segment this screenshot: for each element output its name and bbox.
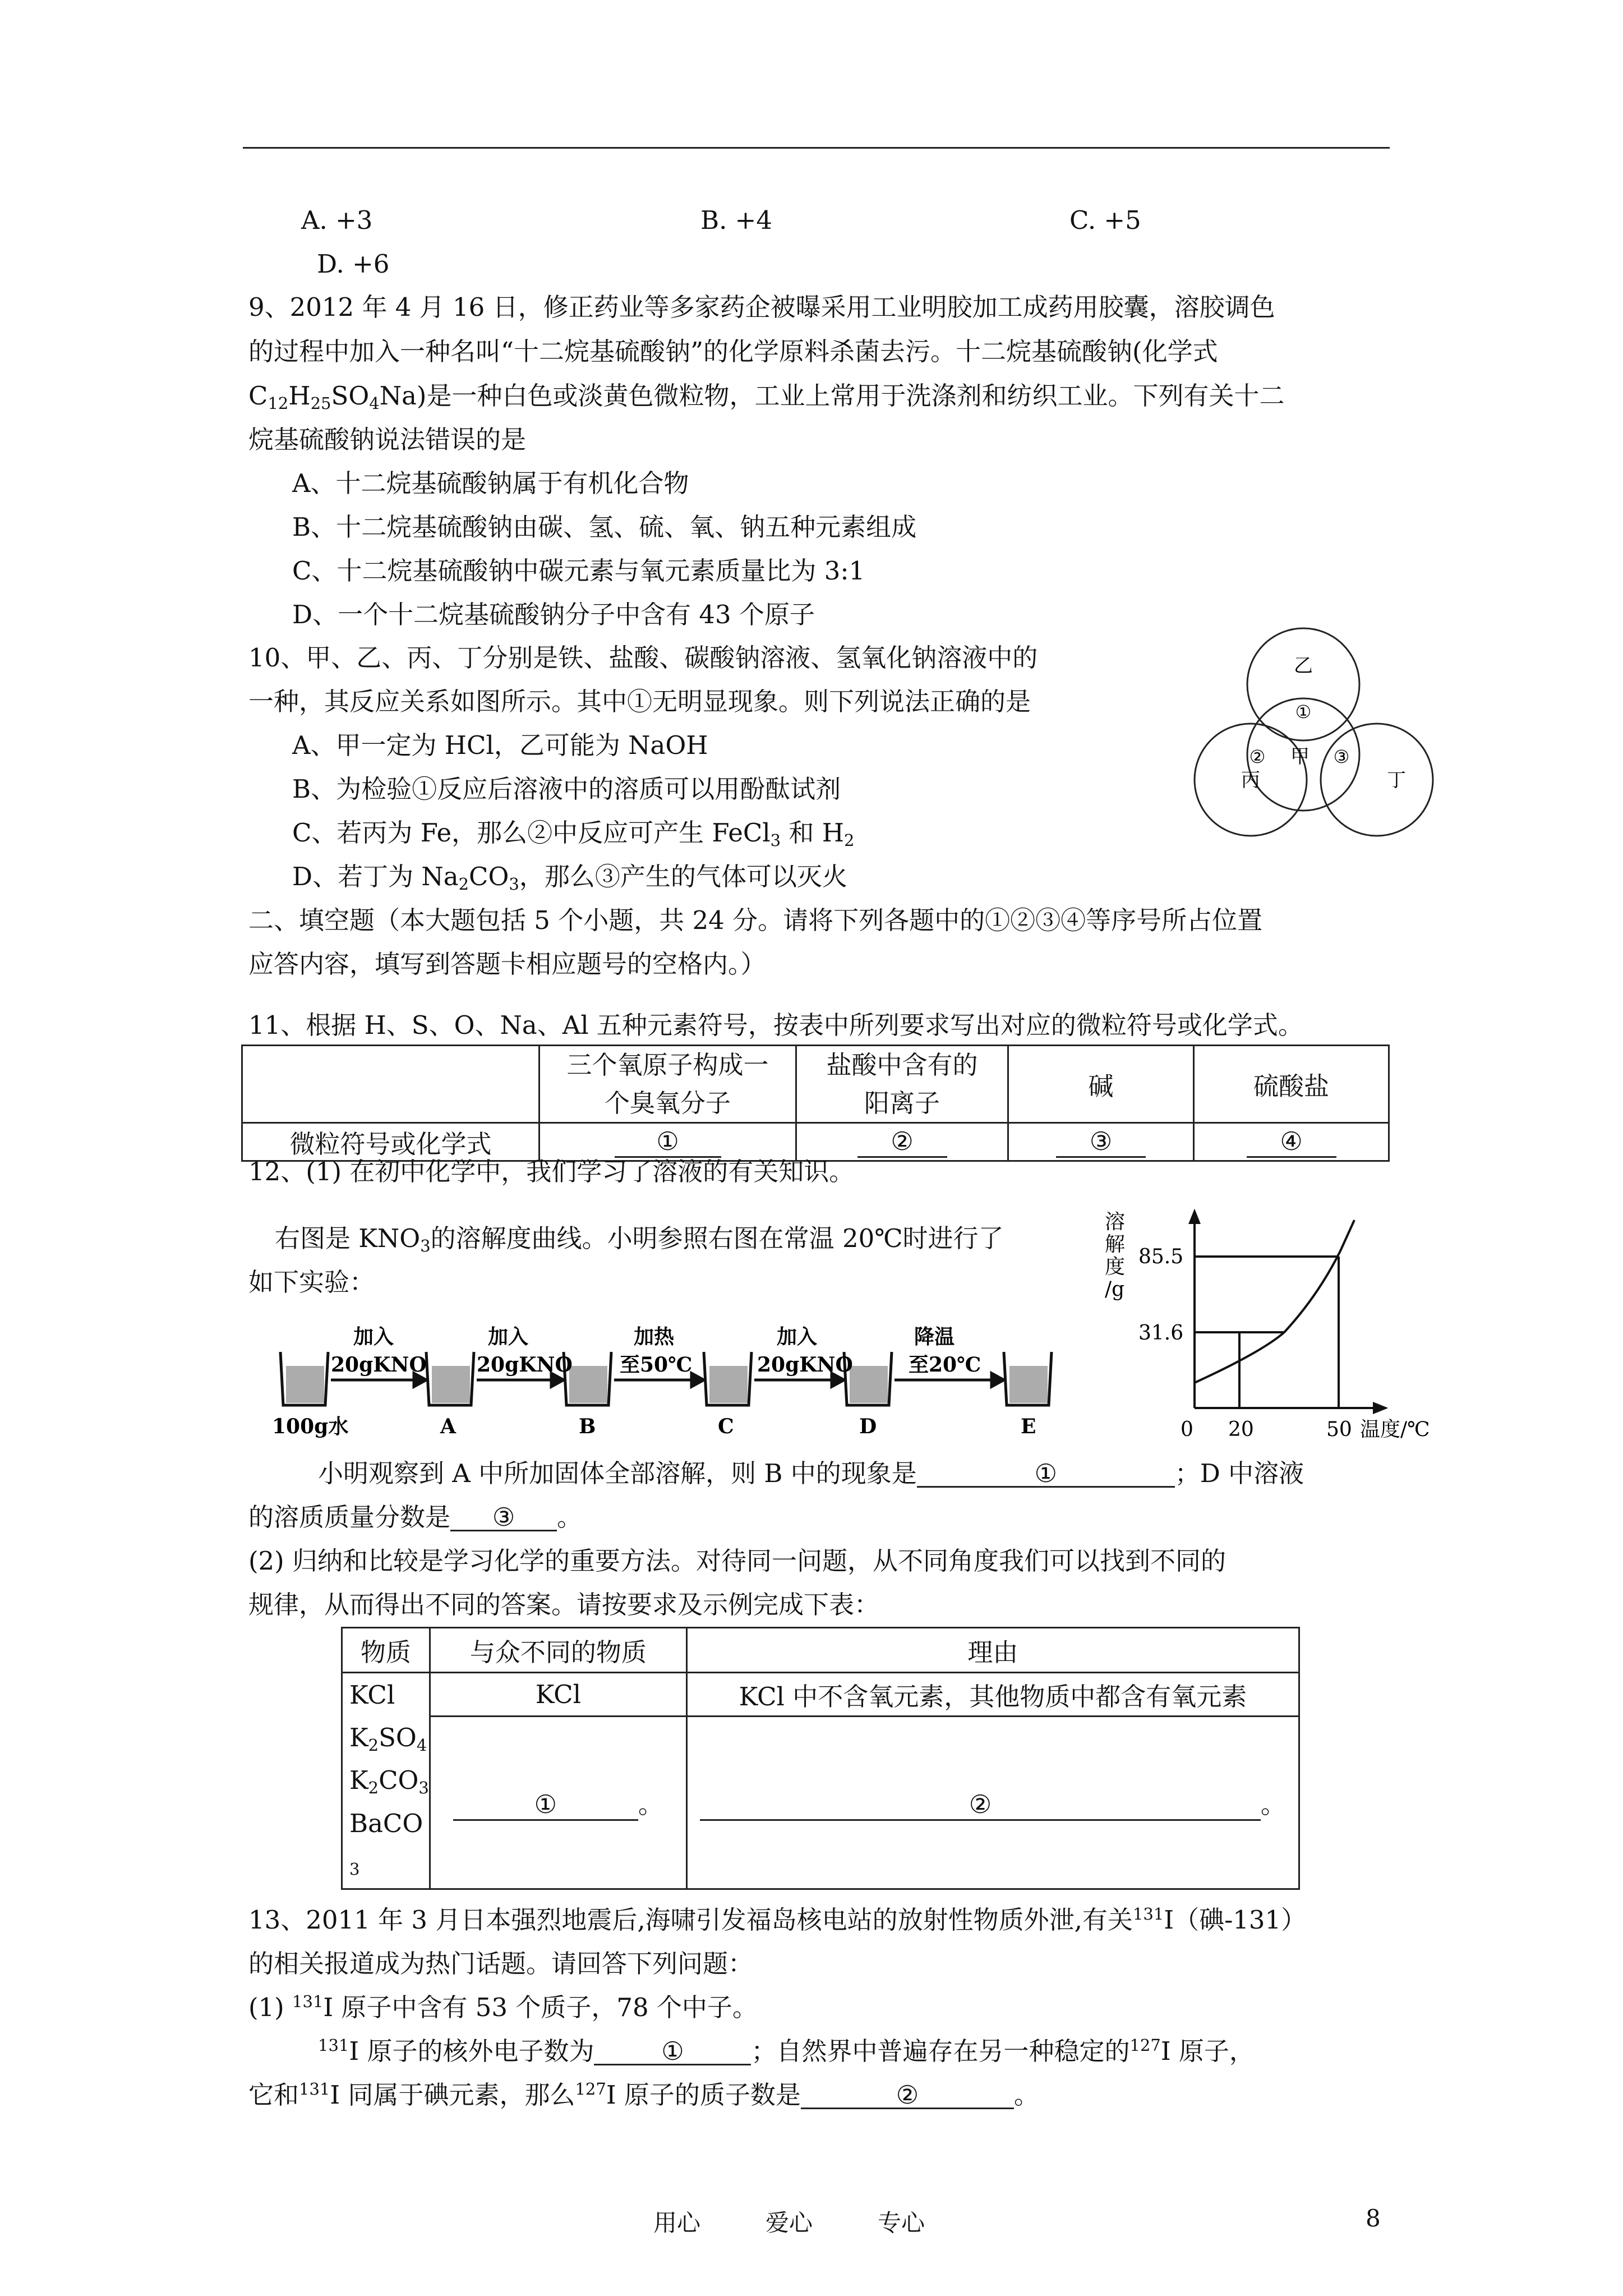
q9-line1: 9、2012 年 4 月 16 日，修正药业等多家药企被曝采用工业明胶加工成药用胶囊，溶胶调色: [248, 292, 1275, 322]
t-r1c1: KCl: [342, 1673, 430, 1717]
q11-header-empty: [242, 1046, 540, 1123]
t-header-3: 理由: [686, 1628, 1299, 1673]
ylabel-3: 度: [1105, 1255, 1126, 1278]
q13-line3: (1) $^{131}$I 原子中含有 53 个质子，78 个中子。: [248, 1992, 758, 2022]
t-header-1: 物质: [342, 1628, 430, 1673]
q10-option-d: D、若丁为 $Na_2CO_3$，那么③产生的气体可以灭火: [292, 862, 847, 894]
ylabel-4: /g: [1105, 1278, 1125, 1301]
footer-text-1: 用心: [653, 2209, 701, 2237]
experiment-diagram: [269, 1313, 1088, 1442]
q12-blank-3[interactable]: ③: [450, 1504, 557, 1531]
arrow3-top: 加热: [634, 1325, 675, 1349]
section2-line2: 应答内容，填写到答题卡相应题号的空格内。）: [248, 949, 766, 979]
q12-line1: 12、(1) 在初中化学中，我们学习了溶液的有关知识。: [248, 1157, 855, 1186]
q11-answer-3[interactable]: ③: [1008, 1123, 1194, 1161]
q9-option-c: C、十二烷基硫酸钠中碳元素与氧元素质量比为 3:1: [292, 556, 865, 586]
page-number: 8: [1366, 2205, 1381, 2232]
t-answer-1[interactable]: ① 。: [430, 1717, 686, 1889]
label-n3: ③: [1333, 746, 1350, 767]
tick-855: 85.5: [1138, 1245, 1184, 1268]
t-substances: $K_2SO_4$ $K_2CO_3$ BaCO 3: [342, 1717, 430, 1889]
q10-option-a: A、甲一定为 HCl，乙可能为 NaOH: [292, 730, 708, 760]
tick-0: 0: [1181, 1418, 1193, 1441]
arrow4-bottom: 20gKNO: [757, 1353, 853, 1377]
q13-line5: 它和$^{131}$I 同属于碘元素，那么$^{127}$I 原子的质子数是 ② 。: [248, 2079, 1039, 2110]
q11-answer-2[interactable]: ②: [796, 1123, 1008, 1161]
footer-text-2: 爱心: [766, 2209, 813, 2237]
label-jia: 甲: [1290, 746, 1310, 768]
arrow3-bottom: 至50℃: [620, 1353, 693, 1377]
q11-header-2: 盐酸中含有的 阳离子: [796, 1046, 1008, 1123]
q9-option-b: B、十二烷基硫酸钠由碳、氢、硫、氧、钠五种元素组成: [292, 512, 917, 542]
label-bing: 丙: [1241, 769, 1260, 792]
tick-20: 20: [1228, 1418, 1254, 1441]
tick-316: 31.6: [1138, 1322, 1184, 1345]
q10-line1: 10、甲、乙、丙、丁分别是铁、盐酸、碳酸钠溶液、氢氧化钠溶液中的: [248, 643, 1038, 673]
label-yi: 乙: [1294, 655, 1313, 677]
q8-option-c: C. +5: [1069, 205, 1141, 235]
ylabel-2: 解: [1105, 1233, 1126, 1256]
label-b: B: [579, 1415, 596, 1438]
label-water: 100g水: [272, 1415, 349, 1438]
label-ding: 丁: [1387, 769, 1406, 792]
q9-line4: 烷基硫酸钠说法错误的是: [248, 425, 527, 454]
q10-option-c: C、若丙为 Fe，那么②中反应可产生 FeCl$_3$ 和 $H_2$: [292, 818, 855, 850]
t-answer-2[interactable]: ② 。: [686, 1717, 1299, 1889]
label-a: A: [440, 1415, 456, 1438]
q10-line2: 一种，其反应关系如图所示。其中①无明显现象。则下列说法正确的是: [248, 687, 1031, 716]
xlabel: 温度/℃: [1360, 1418, 1430, 1441]
label-n2: ②: [1249, 746, 1266, 767]
label-c: C: [718, 1415, 734, 1438]
q12-part2-line1: (2) 归纳和比较是学习化学的重要方法。对待同一问题，从不同角度我们可以找到不同的: [248, 1546, 1227, 1576]
tick-50: 50: [1326, 1418, 1352, 1441]
q8-option-a: A. +3: [301, 205, 373, 235]
q11-header-4: 硫酸盐: [1194, 1046, 1389, 1123]
q11-table: [241, 1045, 1390, 1162]
q12-line5: 的溶质质量分数是 ③ 。: [248, 1502, 583, 1532]
q13-line4: $^{131}$I 原子的核外电子数为 ① ；自然界中普遍存在另一种稳定的$^{127}$I 原子，: [318, 2036, 1255, 2066]
q13-blank-2[interactable]: ②: [801, 2082, 1014, 2109]
label-d: D: [859, 1415, 877, 1438]
t-r1c3: KCl 中不含氧元素，其他物质中都含有氧元素: [686, 1673, 1299, 1717]
q11-line1: 11、根据 H、S、O、Na、Al 五种元素符号，按表中所列要求写出对应的微粒符号或化学式。: [248, 1010, 1303, 1040]
q12-part2-line2: 规律，从而得出不同的答案。请按要求及示例完成下表：: [248, 1590, 880, 1619]
q9-option-d: D、一个十二烷基硫酸钠分子中含有 43 个原子: [292, 600, 815, 629]
circle-ding: [1321, 724, 1433, 836]
q11-header-3: 碱: [1008, 1046, 1194, 1123]
q11-answer-4[interactable]: ④: [1194, 1123, 1389, 1161]
q9-option-a: A、十二烷基硫酸钠属于有机化合物: [292, 468, 689, 498]
q9-line3: $C_{12}H_{25}SO_4Na$)是一种白色或淡黄色微粒物，工业上常用于洗涤剂和纺织工业。下列有关十二: [248, 381, 1285, 413]
label-e: E: [1021, 1415, 1036, 1438]
q8-option-b: B. +4: [700, 205, 773, 235]
q10-option-b: B、为检验①反应后溶液中的溶质可以用酚酞试剂: [292, 774, 841, 804]
footer-text-3: 专心: [878, 2209, 925, 2237]
q13-blank-1[interactable]: ①: [594, 2039, 751, 2065]
arrow5-bottom: 至20℃: [909, 1353, 981, 1377]
q12-line3: 如下实验：: [248, 1267, 375, 1297]
q9-line2: 的过程中加入一种名叫“十二烷基硫酸钠”的化学原料杀菌去污。十二烷基硫酸钠(化学式: [248, 337, 1218, 366]
q12-table: [341, 1627, 1300, 1890]
arrow2-top: 加入: [488, 1325, 529, 1349]
arrow1-bottom: 20gKNO: [331, 1353, 427, 1377]
arrow4-top: 加入: [777, 1325, 818, 1349]
arrow5-top: 降温: [914, 1325, 955, 1349]
section2-line1: 二、填空题（本大题包括 5 个小题，共 24 分。请将下列各题中的①②③④等序号所占位置: [248, 905, 1263, 935]
q13-line1: 13、2011 年 3 月日本强烈地震后,海啸引发福岛核电站的放射性物质外泄,有关$^{131}$I（碘-131）: [248, 1904, 1307, 1935]
q12-line4: 小明观察到 A 中所加固体全部溶解，则 B 中的现象是 ① ；D 中溶液: [318, 1458, 1304, 1488]
q11-header-1: 三个氧原子构成一 个臭氧分子: [540, 1046, 796, 1123]
label-n1: ①: [1295, 701, 1312, 723]
t-r1c2: KCl: [430, 1673, 686, 1717]
solubility-curve: [1195, 1220, 1354, 1383]
q12-blank-1[interactable]: ①: [917, 1461, 1175, 1488]
header-rule: [243, 147, 1390, 149]
reaction-diagram: [1178, 623, 1436, 847]
solubility-chart: [1094, 1200, 1430, 1453]
ylabel-1: 溶: [1105, 1211, 1126, 1234]
q11-row-label: 微粒符号或化学式: [242, 1123, 540, 1161]
t-header-2: 与众不同的物质: [430, 1628, 686, 1673]
q8-option-d: D. +6: [317, 249, 390, 279]
q11-answer-1[interactable]: ①: [540, 1123, 796, 1161]
q13-line2: 的相关报道成为热门话题。请回答下列问题：: [248, 1949, 754, 1978]
q12-line2: 右图是 $KNO_3$的溶解度曲线。小明参照右图在常温 20℃时进行了: [275, 1223, 1004, 1255]
circle-yi: [1247, 628, 1359, 740]
arrow1-top: 加入: [353, 1325, 394, 1349]
arrow2-bottom: 20gKNO: [477, 1353, 573, 1377]
